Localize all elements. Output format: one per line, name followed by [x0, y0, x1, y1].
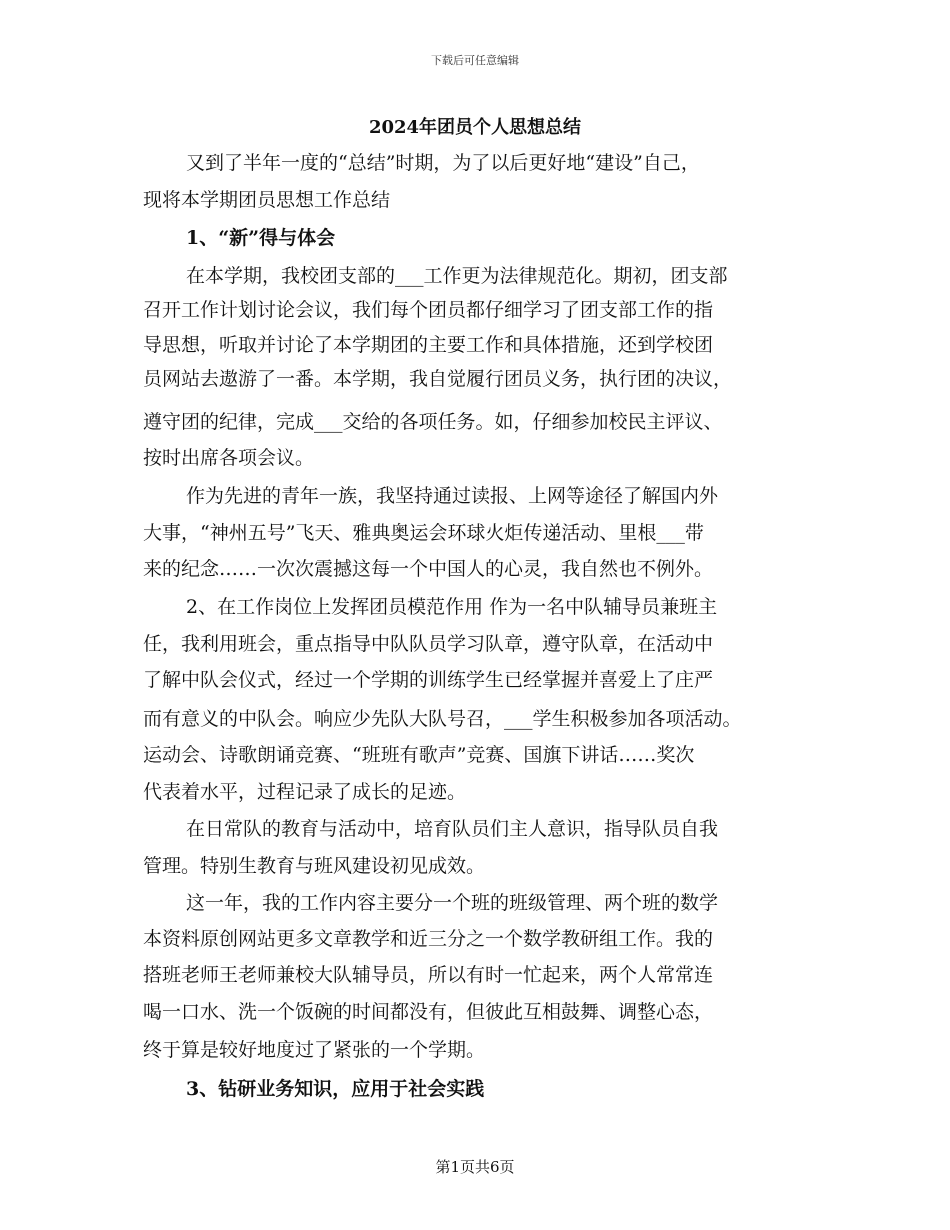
paragraph-line: 在本学期，我校团支部的___工作更为法律规范化。期初，团支部	[186, 265, 728, 287]
paragraph-line: 员网站去遨游了一番。本学期，我自觉履行团员义务，执行团的决议，	[143, 368, 733, 390]
paragraph-line: 运动会、诗歌朗诵竞赛、“班班有歌声”竞赛、国旗下讲话……奖次	[143, 744, 695, 766]
paragraph-line: 作为先进的青年一族，我坚持通过读报、上网等途径了解国内外	[186, 485, 719, 507]
paragraph-line: 2、在工作岗位上发挥团员模范作用 作为一名中队辅导员兼班主	[186, 596, 718, 618]
paragraph-line: 大事，“神州五号”飞天、雅典奥运会环球火炬传递活动、里根___带	[143, 522, 704, 544]
paragraph-line: 终于算是较好地度过了紧张的一个学期。	[143, 1039, 486, 1061]
section-heading: 3、钻研业务知识，应用于社会实践	[186, 1078, 485, 1100]
paragraph-line: 按时出席各项会议。	[143, 447, 315, 469]
paragraph-line: 了解中队会仪式，经过一个学期的训练学生已经掌握并喜爱上了庄严	[143, 669, 714, 691]
paragraph-line: 导思想，听取并讨论了本学期团的主要工作和具体措施，还到学校团	[143, 334, 714, 356]
paragraph-line: 现将本学期团员思想工作总结	[143, 189, 391, 211]
page-header: 下载后可任意编辑	[431, 54, 519, 67]
paragraph-line: 搭班老师王老师兼校大队辅导员，所以有时一忙起来，两个人常常连	[143, 964, 714, 986]
page-footer: 第1页共6页	[435, 1158, 515, 1176]
paragraph-line: 遵守团的纪律，完成___交给的各项任务。如，仔细参加校民主评议、	[143, 411, 723, 433]
paragraph-line: 在日常队的教育与活动中，培育队员们主人意识，指导队员自我	[186, 818, 719, 840]
paragraph-line: 而有意义的中队会。响应少先队大队号召，___学生积极参加各项活动。	[143, 708, 742, 730]
paragraph-line: 召开工作计划讨论会议，我们每个团员都仔细学习了团支部工作的指	[143, 299, 714, 321]
paragraph-line: 代表着水平，过程记录了成长的足迹。	[143, 781, 467, 803]
paragraph-line: 本资料原创网站更多文章教学和近三分之一个数学教研组工作。我的	[143, 928, 714, 950]
paragraph-line: 喝一口水、洗一个饭碗的时间都没有，但彼此互相鼓舞、调整心态，	[143, 1001, 714, 1023]
section-heading: 1、“新”得与体会	[186, 227, 336, 249]
paragraph-line: 又到了半年一度的“总结”时期，为了以后更好地“建设”自己，	[186, 152, 700, 174]
paragraph-line: 管理。特别生教育与班风建设初见成效。	[143, 855, 486, 877]
paragraph-line: 这一年，我的工作内容主要分一个班的班级管理、两个班的数学	[186, 892, 719, 914]
paragraph-line: 来的纪念……一次次震撼这每一个中国人的心灵，我自然也不例外。	[143, 558, 714, 580]
paragraph-line: 任，我利用班会，重点指导中队队员学习队章，遵守队章，在活动中	[143, 633, 714, 655]
document-title: 2024年团员个人思想总结	[368, 117, 582, 138]
